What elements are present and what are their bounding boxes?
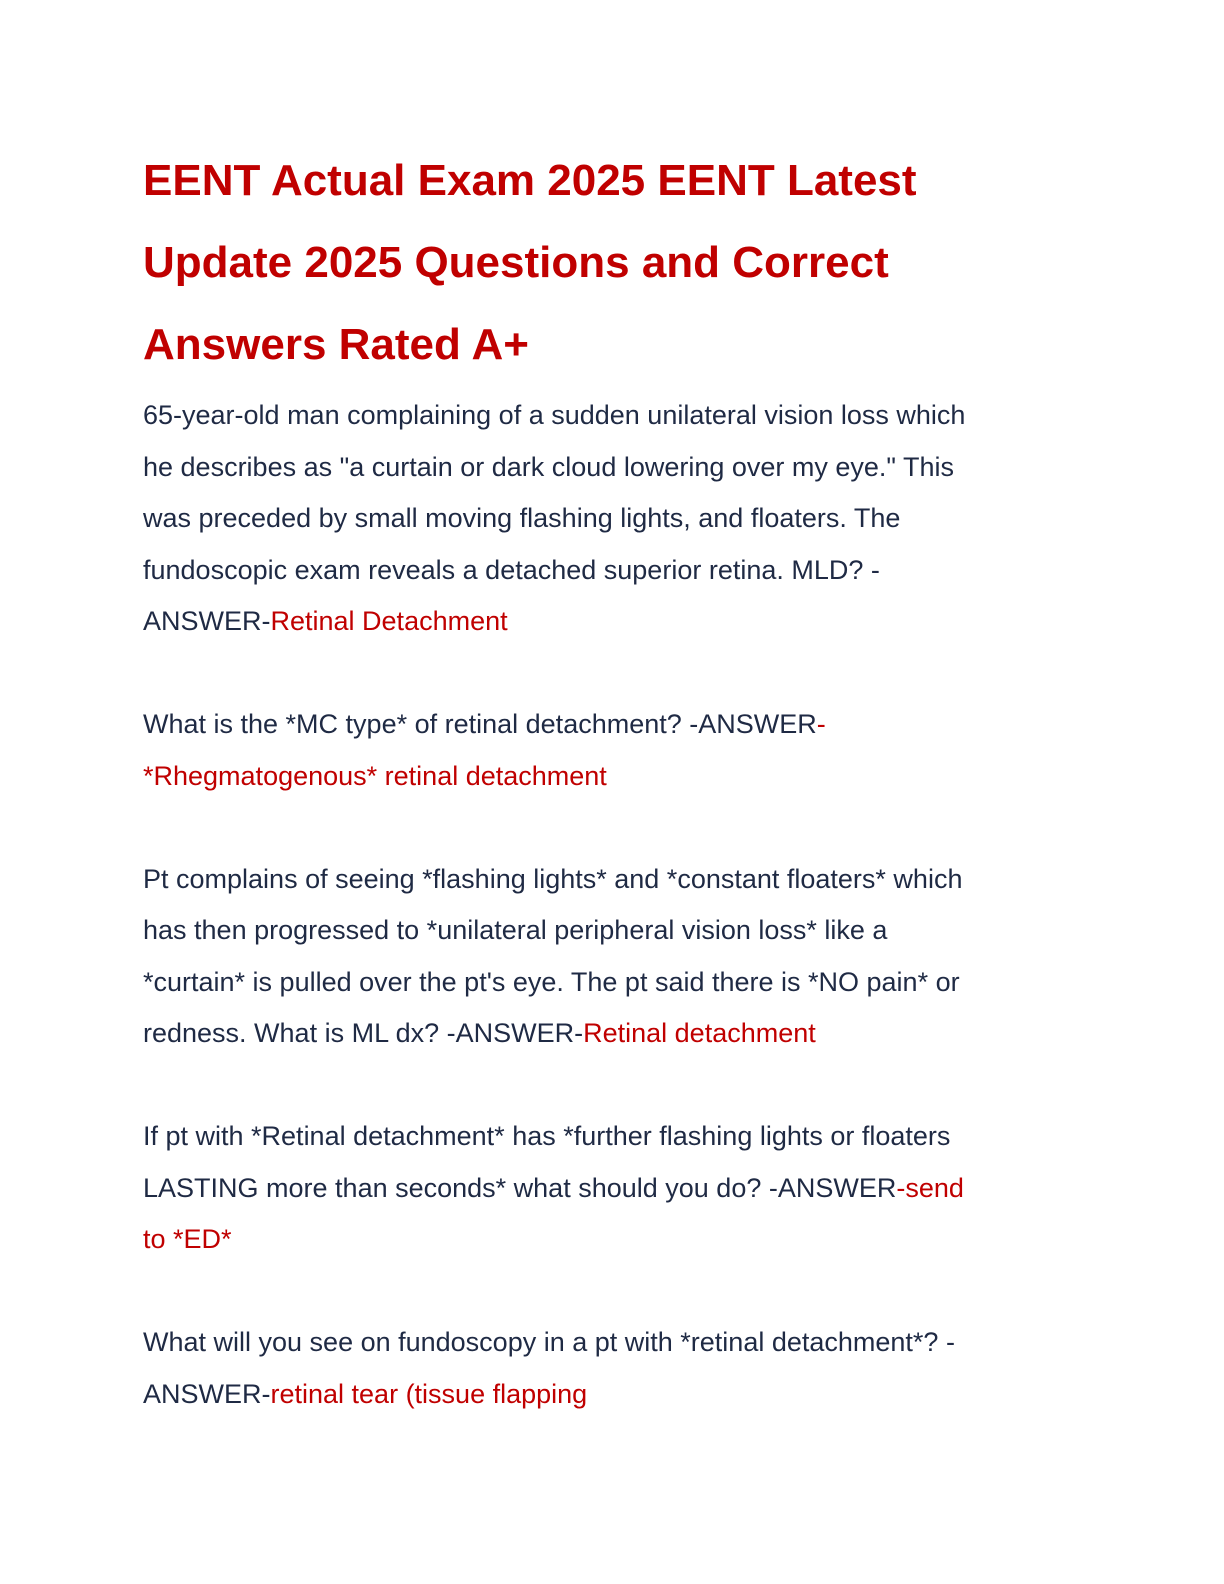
qa-line <box>143 1317 1073 1369</box>
answer-text: - <box>816 709 826 739</box>
qa-line <box>143 1008 1073 1060</box>
question-text: fundoscopic exam reveals a detached superior retina. MLD? - <box>143 554 880 585</box>
qa-item <box>143 699 1073 802</box>
answer-text: retinal tear (tissue flapping <box>270 1378 588 1409</box>
qa-line <box>143 751 1073 803</box>
qa-line <box>143 1369 1073 1421</box>
qa-line <box>143 1163 1073 1215</box>
question-text: *curtain* is pulled over the pt's eye. The pt said there is *NO pain* or <box>143 966 960 997</box>
question-text: ANSWER- <box>143 606 271 636</box>
question-text: What will you see on fundoscopy in a pt with *retinal detachment*? - <box>143 1327 955 1357</box>
title-line: Answers Rated A+ <box>143 320 529 369</box>
qa-line <box>143 442 1073 494</box>
qa-line <box>143 854 1073 906</box>
question-text: he describes as "a curtain or dark cloud lowering over my eye." This <box>143 451 955 482</box>
answer-text: Retinal detachment <box>583 1018 816 1048</box>
answer-text: -send <box>896 1172 964 1203</box>
qa-line <box>143 699 1073 751</box>
question-text: What is the *MC type* of retinal detachment? -ANSWER <box>143 709 817 739</box>
question-text: has then progressed to *unilateral peripheral vision loss* like a <box>143 915 888 945</box>
document-page <box>143 140 1073 1472</box>
question-text: 65-year-old man complaining of a sudden unilateral vision loss which <box>143 400 966 430</box>
question-text: ANSWER- <box>143 1378 271 1409</box>
question-text: LASTING more than seconds* what should you do? -ANSWER <box>143 1172 897 1203</box>
qa-line <box>143 493 1073 545</box>
qa-item <box>143 390 1073 648</box>
qa-line <box>143 1111 1073 1163</box>
qa-item <box>143 1317 1073 1420</box>
qa-item <box>143 1111 1073 1266</box>
qa-line <box>143 390 1073 442</box>
qa-line <box>143 905 1073 957</box>
document-title <box>143 140 1073 386</box>
title-line: Update 2025 Questions and Correct <box>143 238 889 287</box>
question-text: was preceded by small moving flashing lights, and floaters. The <box>143 503 901 533</box>
qa-line <box>143 545 1073 597</box>
question-text: Pt complains of seeing *flashing lights* and *constant floaters* which <box>143 863 963 894</box>
question-text: If pt with *Retinal detachment* has *further flashing lights or floaters <box>143 1121 951 1151</box>
qa-item <box>143 854 1073 1060</box>
title-line: EENT Actual Exam 2025 EENT Latest <box>143 156 917 205</box>
answer-text: *Rhegmatogenous* retinal detachment <box>143 760 607 791</box>
question-text: redness. What is ML dx? -ANSWER- <box>143 1018 584 1048</box>
answer-text: Retinal Detachment <box>270 606 508 636</box>
qa-line <box>143 957 1073 1009</box>
answer-text: to *ED* <box>143 1224 232 1254</box>
qa-line <box>143 1214 1073 1266</box>
qa-line <box>143 596 1073 648</box>
